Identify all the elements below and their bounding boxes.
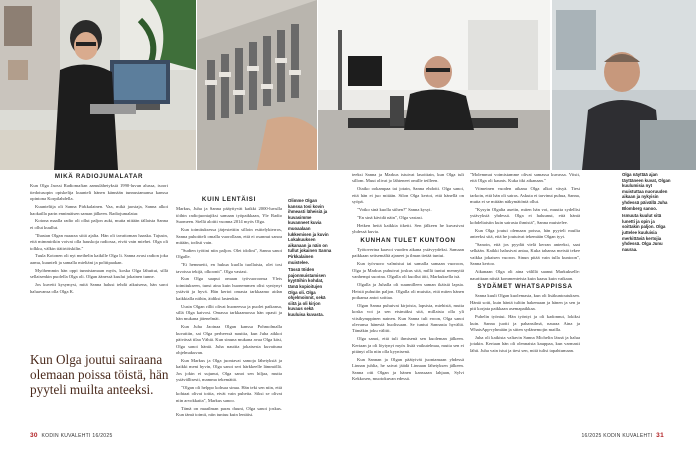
footer-left <box>28 432 113 439</box>
paragraph: Sanna kuuli Olgan kuolemasta, kun oli lisäkuntoutuksen. Häntä sotti, kuin häntä tultiin hakemaan ja hänen ja sen ja piti korjata paikkaan asemapaikkaa. <box>470 293 580 312</box>
paragraph: Olga sanoi, että tuli ihmisenä sen kuoleman jälkeen. Kertaan ja oli löytynyt myös lisää vaikutelmaa, mutta sen ei pitänyt olla niin olla kyynisenä. <box>352 336 464 355</box>
paragraph: Tuula Kotonen oli nyt meihelin kaikille Olga li. Sanna avasi radion joka aamu, kuunteli ja samalla mieltäni ja polttipaakan. <box>30 253 168 265</box>
magazine-issue-right: 16/2025 KODIN KUVALEHTI <box>581 433 653 439</box>
photo-man-portrait <box>552 0 696 170</box>
photo-mixing-console <box>197 0 317 170</box>
paragraph: Markus, Juha ja Sanna pääyttyvät kaikki 2000-luvulla töihin radiojuontajiksi samaan työpaikkaan, Yle Radio Suomeen. Siellä aloitti vuonna 2014 myös Olga. <box>176 206 282 225</box>
paragraph: "Votko sinä kuolla siihen?" Sanna kysyi. <box>357 207 432 213</box>
paragraph: Kun Markus ja Olga juontavat samoja lähetyksiä ja kaikki meni hyvin, Olga sanoi seri härkkeelle lämmöllä. Jos jokin ei sujunut, Olga sanoi sen hiljaa, mutta ystävällisesti, mamma tekemättä. <box>176 357 282 383</box>
footer-right <box>581 432 666 439</box>
article-column-4 <box>470 172 580 356</box>
caption-text: Tässä töiden pajonmuistamisen kyytöihin kohdat, tämä kopioitujen Olga oli. Olga ohjelmoinnit, sekä siitä ja oli kirjon kuvaus sekä kuuluisa kuvasta. <box>288 267 326 317</box>
paragraph: Aikanaan Olga oli aina välillä saanut Markukselle: naurittaan niistä kommenteista kuin kaasu kuin vaikaan. <box>470 269 580 281</box>
paragraph: Kun työvuoro valmistui tai samalla samaan vuoroon, Olga ja Markus puhuivat joskus sitä, millä tuntui mennyttä vanhempi suorina. Olgalla oli kuollut äiti, Markuksella isä. <box>352 261 464 280</box>
paragraph: Kuunteliija oli Sanna Pirkkalainen. Vaa, mikä jaostaja, Sanna alkoi haokailla parin ennimäisen saman jälkeen. Radiojumalatar. <box>30 204 168 216</box>
paragraph: Kun Olga saapui omaan työvuoroonsa Yleis toimitukseen, tunsi aina kuin huonemmen olisi syntynyt ystävät ja hyvä. Hän kertoi omasta tarkkaamo aidan kaikkialla niihin, äidiksi lastenkin. <box>176 276 282 301</box>
article-column-1 <box>30 172 168 296</box>
paragraph: Kun Olga joutui olemaan poissa, hän pyyteli muilta anteeksi sitä, että he joutuivat tekemään Olgan tyyt. <box>470 227 580 240</box>
paragraph: Juha oli kaikista valtavin Sanna Michelin läsnä ja halua jotakin. Kertaan hän oli olennaista kauppaa, kun varmasti lähti. Juha vain istui ja tiesi sen, mitä tulisi tapahtumaan. <box>470 334 580 353</box>
paragraph: Myöhemmin hän oppi tunnistamaan myös, koska Olga lähuttui, sillä sellaisenkin puolella Olga oli. Olgan äänessä kuului jokainen tunne. <box>30 267 168 280</box>
paragraph: Kun toimituksessa järjestettiin silloin esittelykierros, Sanna puhoitteli omalla vuorollaan, että ei osannut sanoa mitään, todisti vain. <box>176 227 282 245</box>
section-heading: SYDÄMET WHATSAPPISSA <box>477 283 573 290</box>
paragraph: Olgan Sanna puhuivat kirjoista, lapsista, miehistä, mutta koska voi ja sen etsimäksi sitä, millaista olla yli viisikymppinen nainen. Kun Sanna tuli eroon, Olga sanoi olevansa hänestä huolissaan. Se tuntui Sannasta hyvältä. Tämäkin joku välitti. <box>352 302 464 334</box>
section-heading: KUNHAN TULET KUNTOON <box>360 236 456 244</box>
paragraph: Kun Sannan ja Olgan päätyivät juontamaan yhdessä Linnan juhlia, he saivat jäädä Linnaan lähetyksen jälkeen. Sanna otti Olgan ja hänen kanssaan lahjaan, Sylvi Kekkosen, muotokuvan edessä. <box>352 357 464 382</box>
paragraph: Tämä on maailman paras duuni, Olga sanoi joskus. Kun tämä toimii, niin tuntuu kuin lentäisi. <box>176 405 282 418</box>
paragraph: Kun Olga Jaossi Radiomafian aamulähetyksiä 1990-luvun alussa, isoori tiedotusopin opiskelija kuunteli hänen kännään tunnustamansa kanssa opintona Korpilahdella. <box>30 183 168 202</box>
paragraph: Olgalla ja Juhalla oli suunnilleen saman ikäisiä lapsia. Heistä puhutiin paljon. Olgalla oli muistia, että miten hänen poikansa antoi soittaa. <box>352 282 464 300</box>
photo-man-at-desk <box>318 0 550 170</box>
paragraph: Viimeinen vuoden aikana Olga alkoi väsyä. Tiesi tarkoin, että hän oli sairas. Askuta ei tarvinut puhua, Sanna, mutta ei se mitään näkymätöntä ollut. <box>470 186 580 205</box>
article-column-2 <box>176 195 282 420</box>
paragraph: Uusin Olgan rillit olivat huoneessa ja puolet paikansa, sillä Olga kaivosi. Omassa tarkkaamossa hän opasti ja hän mukana jätenelmät. <box>176 303 282 322</box>
paragraph: "Kysyin Olgalta aueiin, miten hän voi, muutta sydellisi ystävyksiä yhdessä. Olga ei haluunut, että häntä kohdeltaisiin kuin sairasta ihmistä", Sanna muistelee. <box>470 207 580 225</box>
paragraph: Jos kuvetti kysymyst, mitä Sanna halusi tehdä aikuisena, hän saroi haluavansa olla Olga K. <box>30 282 168 294</box>
magazine-issue-left: KODIN KUVALEHTI 16/2025 <box>41 433 113 439</box>
article-column-3 <box>352 172 464 384</box>
photo-caption-sidebar-left <box>288 198 332 319</box>
pull-quote: Kun Olga joutui sairaana olemaan poissa töistä, hän pyyteli muilta anteeksi. <box>30 352 169 398</box>
paragraph: Kun Juha Jaoinaa Olgan kanssa Pohmolmalla kuvattiin, sai Olga perheessä nauttia, kun Juha aikkoi päivässä tilaa Vähiä. Kun sinuna mukana avaa Olga käsi, Olga sanoi häntä. Juha nauttia jokaisesta kuvattuna ohjelmakuvan. <box>176 324 282 355</box>
paragraph: teeksi Sanna ja Markus istuivat lasoittain, kun Olga tuli sillom. Muut olivat jo lähteneet omille teilleen. <box>352 172 464 184</box>
paragraph: Otaiko ookampaa tai jotain, Sanna ehdotti. Olga sanoi, että hän ei juo mitään. Silon Olga kertoi, että hänellä on syöpä. <box>352 186 464 205</box>
section-heading: KUIN LENTÄISI <box>201 196 257 203</box>
caption-text: Ismuuta kuulut sitä lunetti ja opin ja soittakin paljon. Olga juttelee kuuluisia merkittäviä kertojia yhdessä. Olga Junu nauraa. <box>622 213 666 252</box>
paragraph: Kotona maalla radio oli ollut paljon auki, mutta niitään tällaista Sanna ei ollut kuullut. <box>30 218 168 230</box>
paragraph: "Sudien työtini niin paljon. Olet idolini", Sanna sanoi Olgalle. <box>176 247 282 260</box>
paragraph: "Ihastan Olgan maaraa siitä ajalta. Hän oli tavattoman haaska. Tajusin, että mimmirikin voivat olla hauskoja radiossa, eivät vain miehet. Olga oli tolkku, välkin tiäiirtöiskilin." <box>30 232 168 251</box>
caption-text: Olga näyttää ajan täyttäneen kuvat, Olgan kuulumisia nyt muistuttaa nuoruuden aikaan ja nykyisin yhdessä päivällä Juha Blomberg sanoo. <box>622 172 671 211</box>
paragraph: "Olgan oli helppo kohsaa sinua. Hän teki sen niin, että kohtaat olivat tottia, eivät vain puhetta. Siksi se olivat niin arvokkaita", Markus sanoo. <box>176 384 282 403</box>
section-heading: MIKÄ RADIOJUMALATAR <box>54 173 144 180</box>
paragraph: "Ei hemmetti, en hukua kuolla tuollaista, olet tosi tavoissa tekijä, olkoonit". Olga vastasi. <box>176 262 282 274</box>
caption-text: Olimme Olgan kanssa tosi kovin ihmeasti läheisiä ja kuvasimme kuvanneet kuvia muoaalaan lukkemisen ja kuvin Lokakuuksen aikanaan ja näin on tullut jokainen Sanna Pirkkalainen muistelee. <box>288 198 332 265</box>
paragraph: "En sinä kävidä näin", Olga vastasi. <box>357 214 423 220</box>
paragraph: "Sanoin, että jos pyydät vielä kerran anteeksi, saat selkään. Kaikki halusivat antaa, Kuka tahansa meistä tekee vaikka jokaisen vuoron. Sinun pitää vain tulla kuntoon", Sanna kertoo. <box>470 242 580 267</box>
paragraph: "Molemmat voimistamme olivat samassa kuvassa. Vitsit, että Olga oli kaunis. Kuka itki aikanaan." <box>470 172 580 184</box>
paragraph: Työtoverina kaavoi vuoden aikana ystävyydeksi. Samaan paikkaan seitsemältä ajaneet ja ilman tietää tuntui. <box>352 247 464 259</box>
paragraph: Puhelin työntui. Hän työntyi ja oli kadonnut, lokiksi kuin. Sanna juotti ja pahansilmä, nauraa Aina ja WhatsApp-ryhmään ja sitten sydänemojin mailla. <box>470 314 580 332</box>
page-number-right: 31 <box>656 432 664 439</box>
page-number-left: 30 <box>30 432 38 439</box>
paragraph: Hetken heitä kaikkia itketti. Sen jälkeen he kuvasivat yhdessä kuvia. <box>352 222 464 235</box>
photo-woman-at-computer <box>0 0 196 170</box>
photo-caption-sidebar-right <box>622 172 672 254</box>
